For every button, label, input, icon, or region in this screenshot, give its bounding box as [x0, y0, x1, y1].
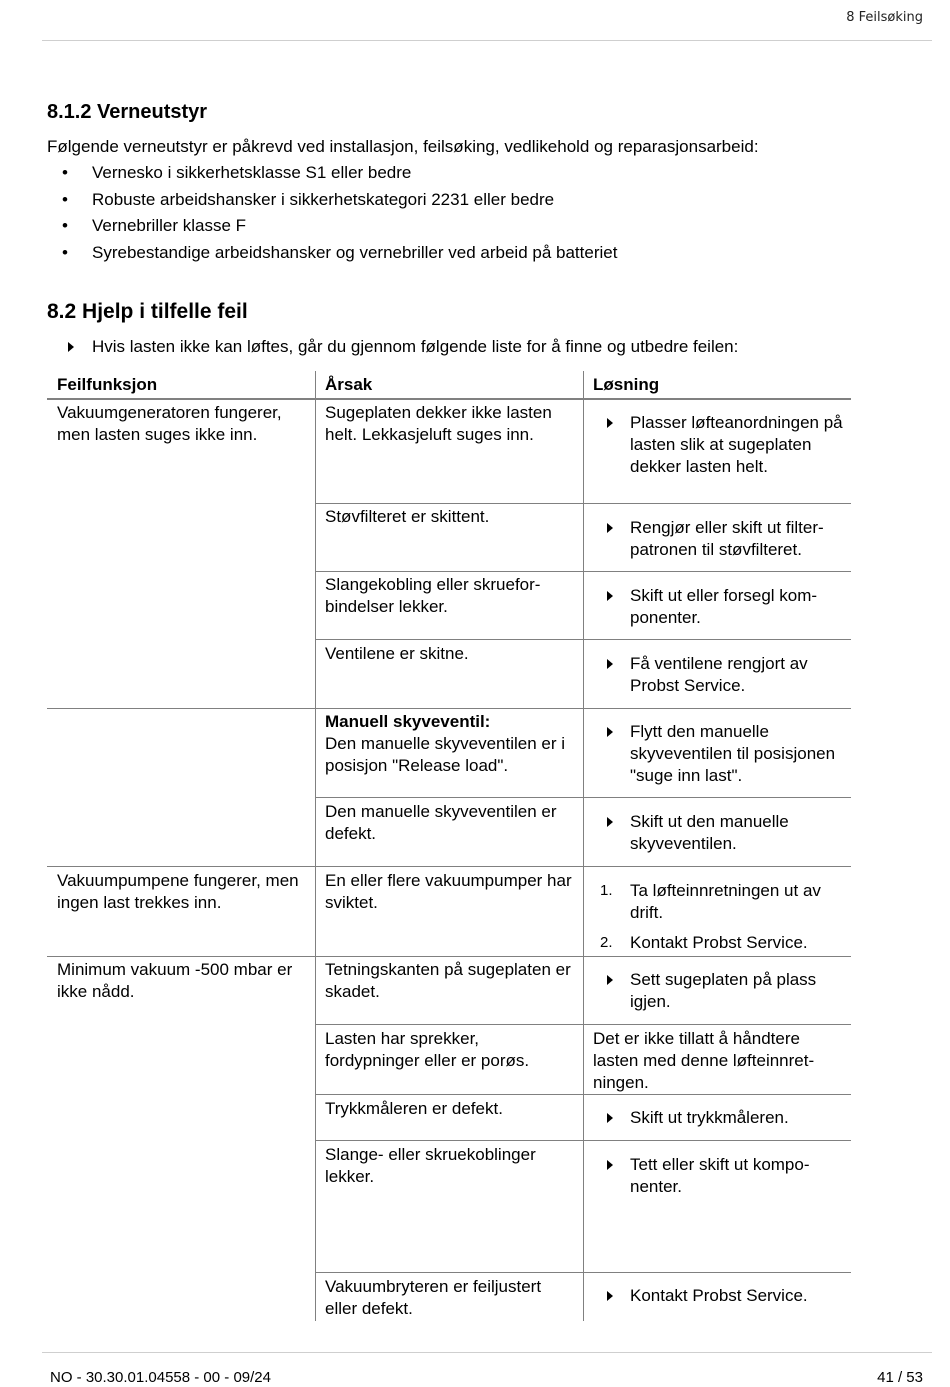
arrow-right-icon	[607, 975, 613, 985]
row-divider	[315, 639, 851, 640]
arrow-right-icon	[607, 1291, 613, 1301]
row-divider	[315, 503, 851, 504]
section-title-hjelp: 8.2 Hjelp i tilfelle feil	[47, 300, 248, 323]
solution-cell: Rengjør eller skift ut filter-patronen til støvfilteret.	[630, 517, 855, 561]
arrow-right-icon	[607, 418, 613, 428]
solution-step: Ta løfteinnretningen ut av drift.	[630, 881, 821, 922]
section-title-verneutstyr: 8.1.2 Verneutstyr	[47, 101, 208, 123]
step-number: 2.	[600, 934, 613, 951]
list-item: • Vernebriller klasse F	[62, 216, 247, 235]
row-divider	[315, 797, 851, 798]
cause-cell: En eller flere vakuumpumper har sviktet.	[325, 871, 572, 912]
arrow-right-icon	[607, 591, 613, 601]
column-header-solution: Løsning	[593, 375, 660, 394]
row-divider	[315, 571, 851, 572]
solution-cell: Skift ut den manuelle skyveventilen.	[630, 811, 855, 855]
arrow-right-icon	[607, 1113, 613, 1123]
arrow-right-icon	[607, 1160, 613, 1170]
cause-cell: Slange- eller skruekoblinger lekker.	[325, 1145, 536, 1186]
cause-cell: Sugeplaten dekker ikke lasten helt. Lekkasjeluft suges inn.	[325, 403, 552, 444]
fault-cell: Minimum vakuum -500 mbar er ikke nådd.	[57, 960, 293, 1001]
solution-cell: Flytt den manuelle skyveventilen til posisjonen "suge inn last".	[630, 721, 855, 787]
section-intro: Følgende verneutstyr er påkrevd ved installasjon, feilsøking, vedlikehold og reparasjonsarbeid:	[47, 137, 759, 156]
solution-note: Det er ikke tillatt å håndtere lasten med denne løfteinnret-ningen.	[593, 1029, 815, 1092]
step-number: 1.	[600, 882, 613, 899]
bullet-icon: •	[62, 242, 68, 262]
list-item: • Vernesko i sikkerhetsklasse S1 eller bedre	[62, 163, 412, 182]
protective-equipment-list	[47, 162, 617, 268]
column-header-cause: Årsak	[325, 375, 373, 394]
fault-cell: Vakuumpumpene fungerer, men ingen last trekkes inn.	[57, 871, 299, 912]
solution-cell: Kontakt Probst Service.	[630, 1285, 855, 1307]
instruction-step: Hvis lasten ikke kan løftes, går du gjennom følgende liste for å finne og utbedre feilen:	[47, 336, 738, 358]
page-header-chapter: 8 Feilsøking	[846, 10, 923, 25]
row-divider	[315, 1094, 851, 1095]
solution-cell: Plasser løfteanordningen på lasten slik at sugeplaten dekker lasten helt.	[630, 412, 855, 478]
column-header-fault: Feilfunksjon	[57, 375, 158, 394]
solution-cell: Sett sugeplaten på plass igjen.	[630, 969, 855, 1013]
list-item: • Syrebestandige arbeidshansker og vernebriller ved arbeid på batteriet	[62, 242, 618, 262]
cause-cell: Lasten har sprekker, fordypninger eller er porøs.	[325, 1029, 530, 1070]
cause-cell: Trykkmåleren er defekt.	[325, 1099, 503, 1118]
page-number: 41 / 53	[877, 1369, 923, 1386]
row-divider	[315, 1272, 851, 1273]
solution-step: Kontakt Probst Service.	[630, 933, 808, 952]
cause-cell: Manuell skyveventil: Den manuelle skyveventilen er i posisjon "Release load".	[325, 711, 575, 777]
arrow-right-icon	[68, 342, 74, 352]
arrow-right-icon	[607, 817, 613, 827]
arrow-right-icon	[607, 727, 613, 737]
bullet-icon: •	[62, 189, 68, 209]
solution-cell: Skift ut eller forsegl kom-ponenter.	[630, 585, 855, 629]
solution-cell: Tett eller skift ut kompo-nenter.	[630, 1154, 855, 1198]
row-divider	[47, 708, 851, 709]
arrow-right-icon	[607, 523, 613, 533]
row-divider	[315, 1140, 851, 1141]
document-id: NO - 30.30.01.04558 - 00 - 09/24	[50, 1369, 271, 1386]
footer-divider	[42, 1352, 932, 1353]
column-divider	[315, 371, 316, 1321]
row-divider	[47, 956, 851, 957]
fault-cell: Vakuumgeneratoren fungerer, men lasten suges ikke inn.	[57, 403, 282, 444]
cause-label: Manuell skyveventil:	[325, 712, 491, 731]
header-divider	[42, 40, 932, 41]
arrow-right-icon	[607, 659, 613, 669]
row-divider	[47, 866, 851, 867]
cause-cell: Vakuumbryteren er feiljustert eller defekt.	[325, 1277, 542, 1318]
cause-cell: Slangekobling eller skruefor-bindelser lekker.	[325, 575, 541, 616]
cause-cell: Støvfilteret er skittent.	[325, 507, 490, 526]
list-item: • Robuste arbeidshansker i sikkerhetskategori 2231 eller bedre	[62, 189, 555, 209]
solution-cell: Skift ut trykkmåleren.	[630, 1107, 855, 1129]
bullet-icon: •	[62, 216, 68, 235]
solution-cell: Få ventilene rengjort av Probst Service.	[630, 653, 855, 697]
bullet-icon: •	[62, 163, 68, 182]
cause-cell: Den manuelle skyveventilen er defekt.	[325, 802, 557, 843]
row-divider	[315, 1024, 851, 1025]
header-divider-line	[47, 398, 851, 400]
cause-cell: Tetningskanten på sugeplaten er skadet.	[325, 960, 571, 1001]
column-divider	[583, 371, 584, 1321]
cause-cell: Ventilene er skitne.	[325, 644, 469, 663]
